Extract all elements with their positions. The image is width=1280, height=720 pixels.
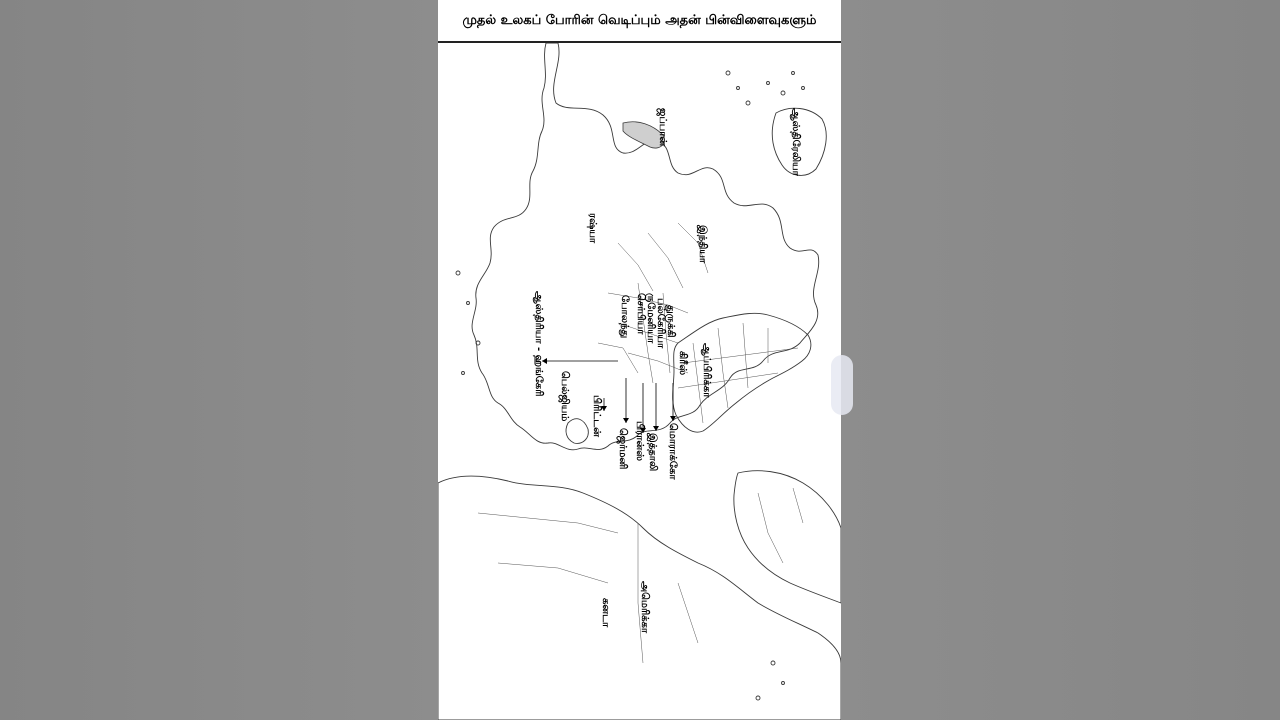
africa-coastline [673, 313, 811, 432]
page-title: முதல் உலகப் போரின் வெடிப்பும் அதன் பின்விளைவுகளும் [462, 12, 817, 28]
right-background [841, 0, 1280, 720]
africa-borders [678, 323, 798, 423]
world-map [438, 43, 841, 720]
label-india: இந்தியா [697, 225, 708, 264]
south-america-coastline [734, 471, 841, 603]
label-poland: போலந்து [619, 295, 630, 339]
label-greece: கிரீஸ் [677, 351, 688, 376]
label-bulgaria: பல்கேரியா [655, 298, 666, 349]
label-france: பிரான்ஸ் [634, 421, 645, 461]
americas-borders [478, 488, 803, 663]
label-turkey: துருக்கி [665, 305, 676, 338]
label-morocco: மொராக்கோ [667, 423, 678, 480]
label-australia: ஆஸ்திரேலியா [790, 108, 801, 176]
label-italy: இத்தாலி [647, 433, 658, 472]
label-austria-hungary: ஆஸ்திரியா - ஹங்கேரி [533, 291, 544, 397]
label-africa: ஆப்பிரிக்கா [701, 343, 712, 398]
label-america: அமெரிக்கா [639, 581, 650, 634]
label-canada: கனடா [600, 598, 611, 628]
label-britain: பிரிட்டன் [591, 395, 602, 437]
label-romania: ருமேனியா [645, 293, 656, 344]
label-russia: ரஷ்யா [587, 213, 598, 244]
map-panel [438, 0, 841, 720]
label-belgium: பெல்ஜியம் [559, 371, 570, 422]
label-japan: ஜப்பான் [657, 108, 668, 147]
floating-edge-button[interactable] [831, 355, 853, 415]
label-serbia: செர்பியா [635, 293, 646, 335]
islands [456, 71, 805, 700]
britain-coastline [566, 419, 588, 444]
eurasia-coastline [472, 43, 819, 450]
left-background [0, 0, 438, 720]
label-germany: ஜெர்மனி [617, 428, 628, 470]
